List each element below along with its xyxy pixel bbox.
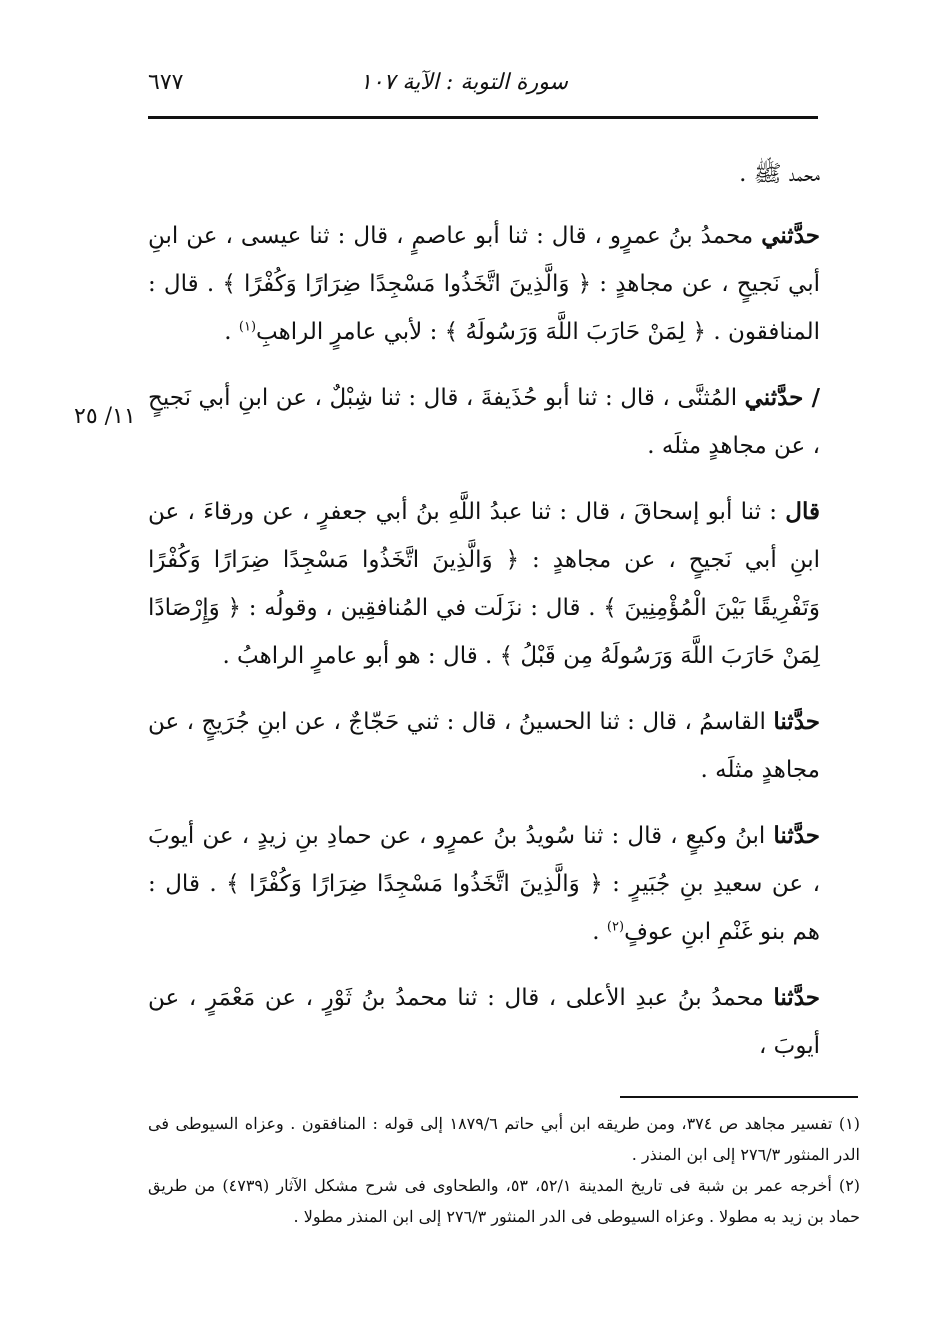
page-number: ٦٧٧ (148, 70, 184, 95)
running-header (148, 70, 818, 110)
paragraph-3 (148, 374, 820, 470)
paragraph-2 (148, 212, 820, 356)
paragraph-6 (148, 812, 820, 956)
paragraph-5 (148, 698, 820, 794)
footnotes (148, 1108, 860, 1232)
paragraph-text: المُثنَّى ، قال : ثنا أبو حُذَيفةَ ، قال : ثنا شِبْلٌ ، عن ابنِ أبي نَجيحٍ ، عن مجاهدٍ مثلَه . (148, 385, 820, 459)
main-text (148, 150, 820, 1088)
narration-lead: قال (785, 498, 820, 525)
narration-lead: حدَّثني (761, 222, 820, 249)
paragraph-1 (148, 150, 820, 198)
narration-lead: حدَّثنا (773, 708, 820, 735)
paragraph-text: محمدُ بنُ عمرٍو ، قال : ثنا أبو عاصمٍ ، قال : ثنا عيسى ، عن ابنِ أبي نَجيحٍ ، عن مجاهدٍ : ﴿ وَالَّذِينَ اتَّخَذُوا مَسْجِدًا ضِرَارًا وَكُفْرًا ﴾ . قال : المنافقون . ﴿ لِمَنْ حَارَبَ اللَّهَ وَرَسُولَهُ ﴾ : لأبي عامرٍ الراهبِ (148, 223, 820, 345)
paragraph-end: . (592, 919, 607, 945)
footnote-2: (٢) أخرجه عمر بن شبة فى تاريخ المدينة ٥٢/١، ٥٣، والطحاوى فى شرح مشكل الآثار (٤٧٣٩) من طريق حماد بن زيد به مطولا . وعزاه السيوطى فى الدر المنثور ٢٧٦/٣ إلى ابن المنذر مطولا . (148, 1176, 861, 1226)
paragraph-text: القاسمُ ، قال : ثنا الحسينُ ، قال : ثني حَجّاجٌ ، عن ابنِ جُرَيجٍ ، عن مجاهدٍ مثلَه . (148, 709, 820, 783)
paragraph-4 (148, 488, 820, 680)
narration-lead: حدَّثنا (773, 984, 820, 1011)
running-title: سورة التوبة : الآية ١٠٧ (359, 70, 568, 95)
paragraph-text: : ثنا أبو إسحاقَ ، قال : ثنا عبدُ اللَّهِ بنُ أبي جعفرٍ ، عن ورقاءَ ، عن ابنِ أبي نَجيحٍ ، عن مجاهدٍ : ﴿ وَالَّذِينَ اتَّخَذُوا مَسْجِدًا ضِرَارًا وَكُفْرًا وَتَفْرِيقًا بَيْنَ الْمُؤْمِنِينَ ﴾ . قال : نزَلَت في المُنافقِين ، وقولُه : ﴿ وَإِرْصَادًا لِمَنْ حَارَبَ اللَّهَ وَرَسُولَهُ مِن قَبْلُ ﴾ . قال : هو أبو عامرٍ الراهبُ . (148, 499, 820, 669)
paragraph-text: محمد ﷺ . (739, 161, 820, 187)
footnote-separator (620, 1096, 858, 1098)
header-rule (148, 116, 818, 119)
paragraph-end: . (224, 319, 239, 345)
paragraph-7 (148, 974, 820, 1070)
margin-reference: ١١/ ٢٥ (74, 404, 136, 429)
footnote-ref[interactable]: (٢) (606, 919, 625, 935)
narration-lead: حدَّثنا (773, 822, 821, 849)
footnote-1: (١) تفسير مجاهد ص ٣٧٤، ومن طريقه ابن أبي حاتم ١٨٧٩/٦ إلى قوله : المنافقون . وعزاه السيوطى فى الدر المنثور ٢٧٦/٣ إلى ابن المنذر . (148, 1114, 860, 1164)
narration-lead: / حدَّثني (744, 384, 820, 411)
paragraph-text: محمدُ بنُ عبدِ الأعلى ، قال : ثنا محمدُ بنُ ثَوْرٍ ، عن مَعْمَرٍ ، عن أيوبَ ، (148, 985, 820, 1059)
footnote-ref[interactable]: (١) (238, 319, 257, 335)
paragraph-text: ابنُ وكيعٍ ، قال : ثنا سُويدُ بنُ عمرٍو ، عن حمادِ بنِ زيدٍ ، عن أيوبَ ، عن سعيدِ بنِ جُبَيرٍ : ﴿ وَالَّذِينَ اتَّخَذُوا مَسْجِدًا ضِرَارًا وَكُفْرًا ﴾ . قال : هم بنو غَنْمِ ابنِ عوفٍ (148, 823, 820, 945)
